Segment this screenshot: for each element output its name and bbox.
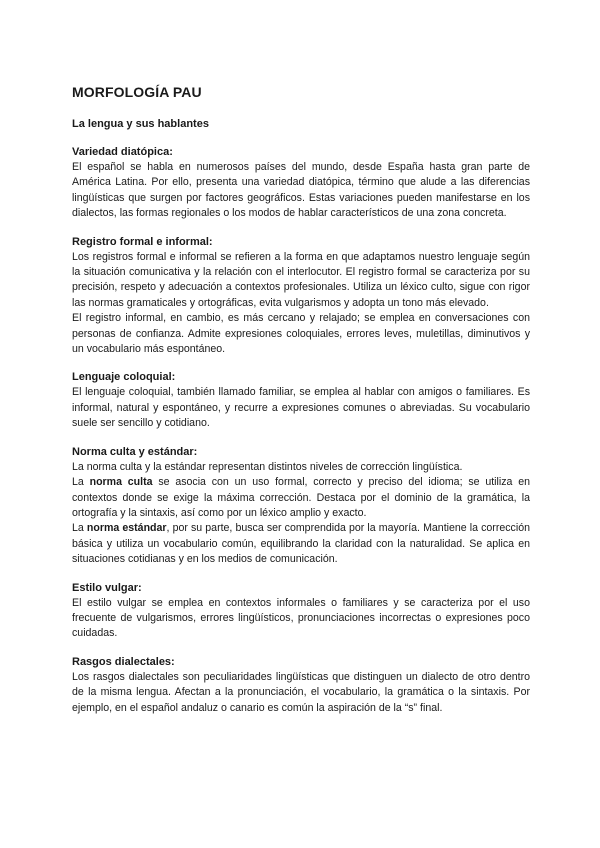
section-paragraph: El estilo vulgar se emplea en contextos informales o familiares y se caracteriza por el uso frecuente de vulgarismos, errores lingüísticos, pronunciaciones incorrectas o expresiones poco cuidadas. [72,596,530,640]
section-paragraph: El español se habla en numerosos países del mundo, desde España hasta gran parte de América Latina. Por ello, presenta una variedad diatópica, término que alude a las diferencias lingüísticas que surgen por factores geográficos. Estas variaciones pueden manifestarse en los dialectos, las formas regionales o los modos de hablar característicos de una zona concreta. [72,161,530,220]
section-rasgos-dialectales [72,654,530,716]
norma-culta-text: se asocia con un uso formal, correcto y preciso del idioma; se utiliza en contextos donde se exige la máxima corrección. Destaca por el dominio de la gramática, la ortografía y la sintaxis, así como por un léxico amplio y exacto. [72,476,530,519]
document-subtitle: La lengua y sus hablantes [72,118,209,130]
document-title: MORFOLOGÍA PAU [72,84,202,100]
norma-culta-term: norma culta [89,476,153,489]
norma-culta-prefix: La [72,476,90,489]
norma-culta-paragraph [72,475,530,521]
section-heading: Rasgos dialectales: [72,655,175,668]
section-heading: Registro formal e informal: [72,235,213,248]
section-heading: Norma culta y estándar: [72,445,198,458]
section-paragraph: El lenguaje coloquial, también llamado familiar, se emplea al hablar con amigos o familiares. Es informal, natural y espontáneo, y recurre a expresiones comunes o abreviadas. Su vocabulario suele ser sencillo y cotidiano. [72,386,530,430]
section-lenguaje-coloquial [72,369,530,431]
section-registro-formal-informal [72,234,530,358]
section-estilo-vulgar [72,580,530,642]
section-paragraph: Los registros formal e informal se refieren a la forma en que adaptamos nuestro lenguaje según la situación comunicativa y la relación con el interlocutor. El registro formal se caracteriza por su precisión, respeto y adecuación a contextos profesionales. Utiliza un léxico culto, sigue con rigor las normas gramaticales y ortográficas, evita vulgarismos y adopta un tono más elevado. [72,250,530,309]
section-variedad-diatopica [72,144,530,222]
norma-estandar-text: , por su parte, busca ser comprendida por la mayoría. Mantiene la corrección básica y utiliza un vocabulario común, equilibrando la claridad con la naturalidad. Se aplica en situaciones cotidianas y en los medios de comunicación. [72,522,530,566]
section-paragraph: La norma culta y la estándar representan distintos niveles de corrección lingüística. [72,460,463,473]
section-paragraph: El registro informal, en cambio, es más cercano y relajado; se emplea en conversaciones con personas de confianza. Admite expresiones coloquiales, errores leves, muletillas, diminutivos y un vocabulario más espontáneo. [72,312,530,356]
section-heading: Lenguaje coloquial: [72,371,176,384]
section-norma-culta-estandar [72,444,530,568]
norma-estandar-prefix: La [72,522,87,535]
section-paragraph: Los rasgos dialectales son peculiaridades lingüísticas que distinguen un dialecto de otro dentro de la misma lengua. Afectan a la pronunciación, el vocabulario, la gramática o la sintaxis. Por ejemplo, en el español andaluz o canario es común la aspiración de la “s” final. [72,670,530,714]
section-heading: Variedad diatópica: [72,146,173,158]
section-heading: Estilo vulgar: [72,581,142,594]
norma-estandar-term: norma estándar [86,522,167,535]
norma-estandar-paragraph [72,521,530,567]
